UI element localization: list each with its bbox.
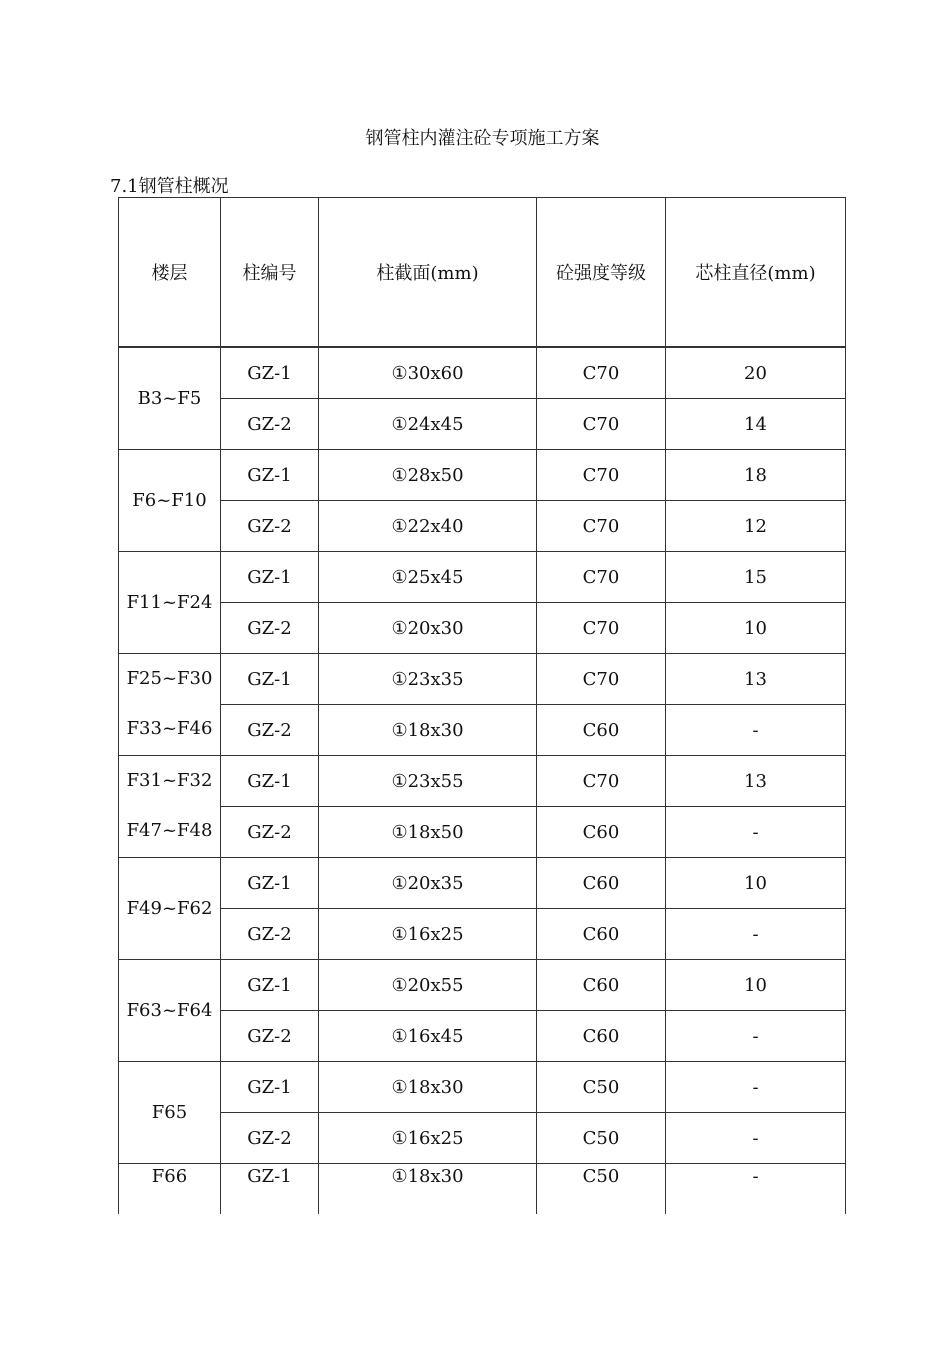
- floor-range-line: F31~F32: [126, 770, 213, 791]
- diameter-cell: 14: [666, 399, 846, 450]
- diameter-cell: 15: [666, 552, 846, 603]
- table-row: [119, 552, 846, 603]
- section-cell: ①16x25: [319, 909, 537, 960]
- grade-cell: C50: [537, 1062, 666, 1113]
- grade-cell: C60: [537, 858, 666, 909]
- grade-cell: C50: [537, 1164, 666, 1215]
- section-cell: ①24x45: [319, 399, 537, 450]
- floor-cell: B3~F5: [119, 347, 221, 450]
- grade-cell: C70: [537, 756, 666, 807]
- diameter-cell: -: [666, 1011, 846, 1062]
- diameter-cell: -: [666, 1113, 846, 1164]
- floor-range-line: F25~F30: [126, 668, 213, 689]
- column-id-cell: GZ-2: [221, 705, 319, 756]
- column-id-cell: GZ-1: [221, 552, 319, 603]
- diameter-cell: 10: [666, 960, 846, 1011]
- header-floor: 楼层: [119, 198, 221, 348]
- floor-cell: F66: [119, 1164, 221, 1215]
- floor-cell: F49~F62: [119, 858, 221, 960]
- column-id-cell: GZ-1: [221, 1164, 319, 1215]
- grade-cell: C60: [537, 807, 666, 858]
- diameter-cell: -: [666, 705, 846, 756]
- section-cell: ①20x55: [319, 960, 537, 1011]
- table-header-row: [119, 198, 846, 348]
- diameter-cell: 20: [666, 347, 846, 399]
- header-concrete-grade: 砼强度等级: [537, 198, 666, 348]
- grade-cell: C60: [537, 960, 666, 1011]
- column-id-cell: GZ-2: [221, 807, 319, 858]
- floor-cell: F11~F24: [119, 552, 221, 654]
- table-row: [119, 1164, 846, 1215]
- table-row: [119, 909, 846, 960]
- table-row: [119, 347, 846, 399]
- diameter-cell: -: [666, 909, 846, 960]
- header-column-section: 柱截面(mm): [319, 198, 537, 348]
- table-row: [119, 399, 846, 450]
- section-cell: ①18x30: [319, 705, 537, 756]
- table-row: [119, 705, 846, 756]
- floor-cell: F65: [119, 1062, 221, 1164]
- table-row: [119, 960, 846, 1011]
- diameter-cell: 13: [666, 654, 846, 705]
- column-id-cell: GZ-2: [221, 603, 319, 654]
- diameter-cell: 10: [666, 858, 846, 909]
- section-heading: 7.1钢管柱概况: [110, 176, 229, 197]
- grade-cell: C60: [537, 705, 666, 756]
- column-id-cell: GZ-1: [221, 960, 319, 1011]
- grade-cell: C70: [537, 347, 666, 399]
- section-cell: ①16x45: [319, 1011, 537, 1062]
- diameter-cell: 13: [666, 756, 846, 807]
- floor-cell: [119, 654, 221, 756]
- diameter-cell: -: [666, 1062, 846, 1113]
- grade-cell: C60: [537, 909, 666, 960]
- section-cell: ①28x50: [319, 450, 537, 501]
- diameter-cell: -: [666, 807, 846, 858]
- grade-cell: C60: [537, 1011, 666, 1062]
- table-row: [119, 756, 846, 807]
- header-core-diameter: 芯柱直径(mm): [666, 198, 846, 348]
- diameter-cell: 18: [666, 450, 846, 501]
- table-row: [119, 654, 846, 705]
- diameter-cell: -: [666, 1164, 846, 1215]
- column-id-cell: GZ-2: [221, 1011, 319, 1062]
- table-row: [119, 807, 846, 858]
- grade-cell: C70: [537, 552, 666, 603]
- section-cell: ①20x30: [319, 603, 537, 654]
- floor-cell: F63~F64: [119, 960, 221, 1062]
- section-cell: ①22x40: [319, 501, 537, 552]
- diameter-cell: 12: [666, 501, 846, 552]
- floor-cell: [119, 756, 221, 858]
- floor-cell: F6~F10: [119, 450, 221, 552]
- grade-cell: C70: [537, 501, 666, 552]
- column-id-cell: GZ-1: [221, 347, 319, 399]
- section-cell: ①18x50: [319, 807, 537, 858]
- steel-column-table: [118, 197, 846, 1214]
- diameter-cell: 10: [666, 603, 846, 654]
- header-column-id: 柱编号: [221, 198, 319, 348]
- section-cell: ①25x45: [319, 552, 537, 603]
- section-cell: ①18x30: [319, 1164, 537, 1215]
- grade-cell: C70: [537, 603, 666, 654]
- table-row: [119, 501, 846, 552]
- grade-cell: C70: [537, 450, 666, 501]
- table-row: [119, 1011, 846, 1062]
- section-cell: ①23x35: [319, 654, 537, 705]
- section-cell: ①16x25: [319, 1113, 537, 1164]
- grade-cell: C70: [537, 399, 666, 450]
- floor-range-line: F47~F48: [126, 820, 213, 841]
- table-row: [119, 1062, 846, 1113]
- column-id-cell: GZ-2: [221, 399, 319, 450]
- grade-cell: C70: [537, 654, 666, 705]
- column-id-cell: GZ-1: [221, 858, 319, 909]
- table-row: [119, 1113, 846, 1164]
- floor-range-line: F33~F46: [126, 718, 213, 739]
- column-id-cell: GZ-2: [221, 1113, 319, 1164]
- section-cell: ①30x60: [319, 347, 537, 399]
- table-row: [119, 603, 846, 654]
- column-id-cell: GZ-1: [221, 450, 319, 501]
- column-id-cell: GZ-2: [221, 909, 319, 960]
- document-title: 钢管柱内灌注砼专项施工方案: [365, 128, 600, 149]
- column-id-cell: GZ-1: [221, 654, 319, 705]
- grade-cell: C50: [537, 1113, 666, 1164]
- table-row: [119, 450, 846, 501]
- table-row: [119, 858, 846, 909]
- column-id-cell: GZ-2: [221, 501, 319, 552]
- section-cell: ①23x55: [319, 756, 537, 807]
- column-id-cell: GZ-1: [221, 756, 319, 807]
- column-id-cell: GZ-1: [221, 1062, 319, 1113]
- section-cell: ①18x30: [319, 1062, 537, 1113]
- section-cell: ①20x35: [319, 858, 537, 909]
